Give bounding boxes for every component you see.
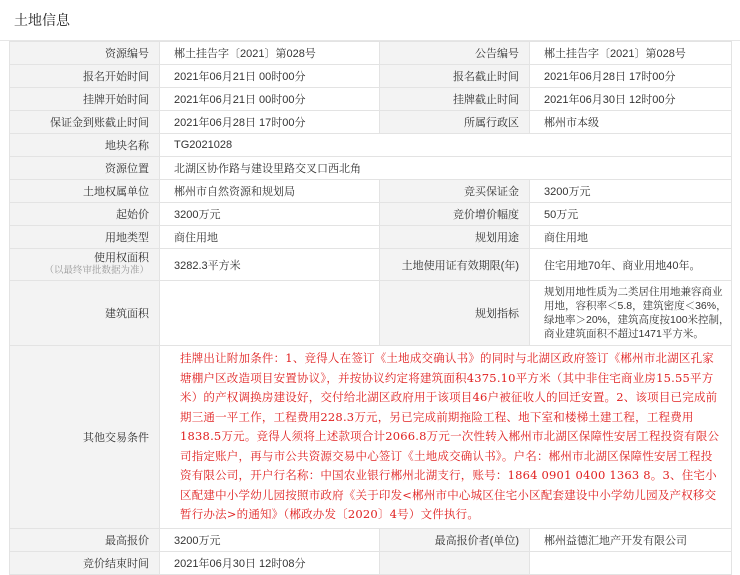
table-row [10,88,732,111]
signup-start-label: 报名开始时间 [10,65,160,88]
notice-number-value: 郴土挂告字〔2021〕第028号 [530,42,732,65]
land-type-label: 用地类型 [10,226,160,249]
land-info-table [9,41,732,575]
listing-end-value: 2021年06月30日 12时00分 [530,88,732,111]
start-price-label: 起始价 [10,203,160,226]
planning-index-label: 规划指标 [380,281,530,346]
highest-bid-value: 3200万元 [160,528,380,551]
signup-start-value: 2021年06月21日 00时00分 [160,65,380,88]
bid-deposit-label: 竞买保证金 [380,180,530,203]
location-label: 资源位置 [10,157,160,180]
use-right-area-note: （以最终审批数据为准） [44,265,149,276]
highest-bidder-label: 最高报价者(单位) [380,528,530,551]
use-right-area-value: 3282.3平方米 [160,249,380,281]
table-row [10,551,732,574]
signup-end-value: 2021年06月28日 17时00分 [530,65,732,88]
increment-value: 50万元 [530,203,732,226]
table-row [10,528,732,551]
table-row [10,226,732,249]
use-right-area-label [10,249,160,281]
deposit-deadline-label: 保证金到账截止时间 [10,111,160,134]
owner-label: 土地权属单位 [10,180,160,203]
plot-name-value: TG2021028 [160,134,732,157]
table-row [10,111,732,134]
land-type-value: 商住用地 [160,226,380,249]
owner-value: 郴州市自然资源和规划局 [160,180,380,203]
district-value: 郴州市本级 [530,111,732,134]
listing-end-label: 挂牌截止时间 [380,88,530,111]
building-area-label: 建筑面积 [10,281,160,346]
other-conditions-label: 其他交易条件 [10,346,160,529]
planned-use-label: 规划用途 [380,226,530,249]
table-row [10,346,732,529]
listing-start-label: 挂牌开始时间 [10,88,160,111]
highest-bid-label: 最高报价 [10,528,160,551]
building-area-value [160,281,380,346]
resource-number-label: 资源编号 [10,42,160,65]
land-term-value: 住宅用地70年、商业用地40年。 [530,249,732,281]
land-term-label: 土地使用证有效期限(年) [380,249,530,281]
planning-index-value: 规划用地性质为二类居住用地兼容商业用地，容积率＜5.8，建筑密度＜36%，绿地率＞20%，建筑高度按100米控制，商业建筑面积不超过1471平方米。 [530,281,732,346]
highest-bidder-value: 郴州益德汇地产开发有限公司 [530,528,732,551]
table-row [10,203,732,226]
plot-name-label: 地块名称 [10,134,160,157]
table-row [10,249,732,281]
empty-value [530,551,732,574]
planned-use-value: 商住用地 [530,226,732,249]
empty-label [380,551,530,574]
resource-number-value: 郴土挂告字〔2021〕第028号 [160,42,380,65]
table-row [10,42,732,65]
bid-deposit-value: 3200万元 [530,180,732,203]
bid-end-time-value: 2021年06月30日 12时08分 [160,551,380,574]
district-label: 所属行政区 [380,111,530,134]
increment-label: 竞价增价幅度 [380,203,530,226]
other-conditions-value: 挂牌出让附加条件：1、竞得人在签订《土地成交确认书》的同时与北湖区政府签订《郴州市北湖区孔家塘棚户区改造项目安置协议》，并按协议约定将建筑面积4375.10平方米（其中非住宅商业房15.55平方米）的产权调换房建设好，交付给北湖区政府用于该项目46户被征收人的回迁安置。2、该项目已完成前期三通一平工作，工程费用228.3万元，另已完成前期拖险工程、地下室和楼梯土建工程，工程费用1838.5万元。竞得人须将上述款项合计2066.8万元一次性转入郴州市北湖区保障性安居工程投资有限公司指定账户，再与市公共资源交易中心签订《土地成交确认书》。户名：郴州市北湖区保障性安居工程投资有限公司，开户行名称：中国农业银行郴州北湖支行，账号：1864 0901 0400 1363 8。3、住宅小区配建中小学幼儿园按照市政府《关于印发<郴州市中心城区住宅小区配套建设中小学幼儿园及产权移交暂行办法>的通知》（郴政办发〔2020〕4号）文件执行。 [160,346,732,529]
table-row [10,65,732,88]
deposit-deadline-value: 2021年06月28日 17时00分 [160,111,380,134]
table-row [10,281,732,346]
section-title: 土地信息 [0,0,740,41]
table-row [10,157,732,180]
notice-number-label: 公告编号 [380,42,530,65]
start-price-value: 3200万元 [160,203,380,226]
table-row [10,134,732,157]
listing-start-value: 2021年06月21日 00时00分 [160,88,380,111]
use-right-area-label-text: 使用权面积 [94,252,149,264]
signup-end-label: 报名截止时间 [380,65,530,88]
location-value: 北湖区协作路与建设里路交叉口西北角 [160,157,732,180]
table-row [10,180,732,203]
bid-end-time-label: 竞价结束时间 [10,551,160,574]
